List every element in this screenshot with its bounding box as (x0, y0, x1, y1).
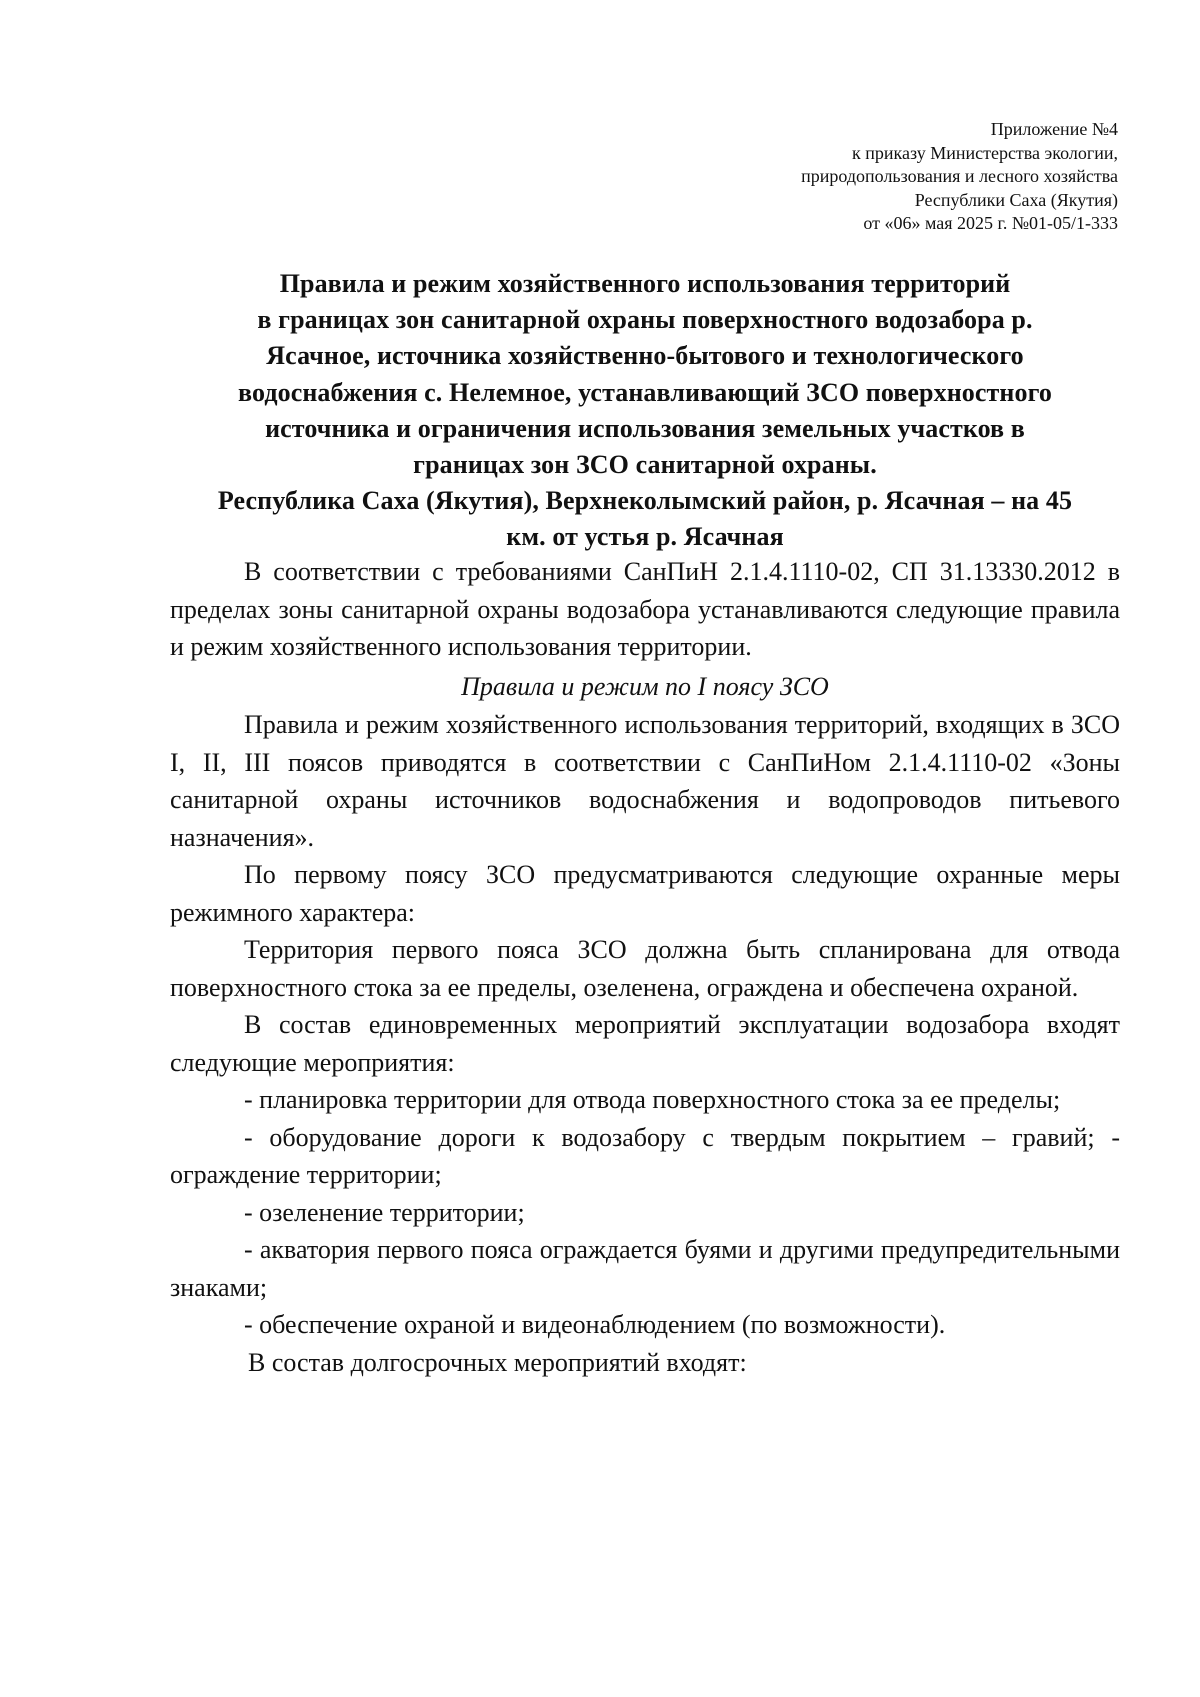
paragraph-intro: В соответствии с требованиями СанПиН 2.1.4.1110-02, СП 31.13330.2012 в пределах зоны санитарной охраны водозабора устанавливаются следующие правила и режим хозяйственного использования территории. (170, 557, 1120, 661)
annex-header (801, 118, 1118, 236)
annex-republic-line: Республики Саха (Якутия) (914, 189, 1118, 210)
title-line: источника и ограничения использования земельных участков в (265, 413, 1025, 443)
annex-order-line: к приказу Министерства экологии, (851, 142, 1118, 163)
paragraph-long-term-measures: В состав долгосрочных мероприятий входят: (248, 1347, 747, 1377)
list-item-security: - обеспечение охраной и видеонаблюдением (по возможности). (244, 1310, 946, 1339)
list-item-buoys: - акватория первого пояса ограждается буями и другими предупредительными знаками; (170, 1235, 1120, 1302)
document-title (170, 266, 1120, 556)
paragraph-first-zone: По первому поясу ЗСО предусматриваются следующие охранные меры режимного характера: (170, 860, 1120, 927)
annex-date-number: от «06» мая 2025 г. №01-05/1-333 (863, 213, 1118, 233)
list-item-road: - оборудование дороги к водозабору с твердым покрытием – гравий; - (244, 1122, 1120, 1152)
list-item-greening: - озеленение территории; (244, 1197, 525, 1227)
paragraph-territory: Территория первого пояса ЗСО должна быть спланирована для отвода поверхностного стока за ее пределы, озеленена, ограждена и обеспечена охраной. (170, 935, 1120, 1002)
title-line: Республика Саха (Якутия), Верхнеколымский район, р. Ясачная – на 45 (217, 486, 1073, 516)
title-line: Правила и режим хозяйственного использования территорий (279, 269, 1011, 298)
annex-number: Приложение №4 (990, 119, 1118, 139)
paragraph-one-time-measures: В состав единовременных мероприятий эксплуатации водозабора входят следующие мероприятия: (170, 1010, 1120, 1077)
title-line: Ясачное, источника хозяйственно-бытового и технологического (266, 341, 1024, 371)
paragraph-rules: Правила и режим хозяйственного использования территорий, входящих в ЗСО I, II, III поясов приводятся в соответствии с СанПиНом 2.1.4.1110-02 «Зоны санитарной охраны источников водоснабжения и водопроводов питьевого назначения». (170, 710, 1120, 852)
document-body (170, 553, 1120, 1381)
annex-ministry-line: природопользования и лесного хозяйства (801, 166, 1118, 186)
section-subheading: Правила и режим по I поясу ЗСО (461, 671, 829, 701)
title-line: водоснабжения с. Нелемное, устанавливающий ЗСО поверхностного (238, 377, 1052, 407)
title-line: в границах зон санитарной охраны поверхностного водозабора р. (257, 305, 1033, 335)
title-line: км. от устья р. Ясачная (506, 522, 784, 552)
list-item-fencing: ограждение территории; (170, 1160, 442, 1189)
list-item-planning: - планировка территории для отвода поверхностного стока за ее пределы; (244, 1085, 1061, 1114)
title-line: границах зон ЗСО санитарной охраны. (413, 450, 877, 480)
